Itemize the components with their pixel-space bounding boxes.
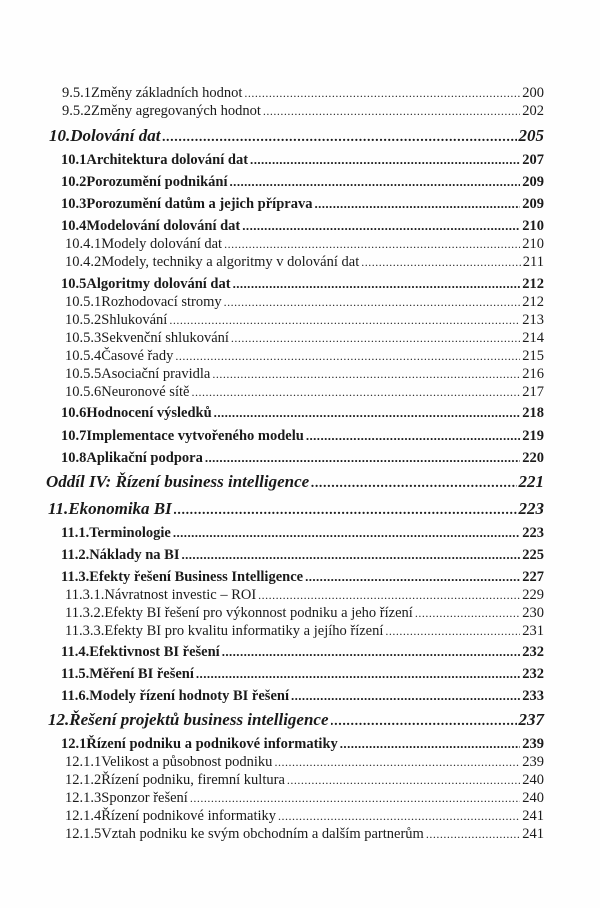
toc-entry-title: Řízení podnikové informatiky — [101, 808, 277, 824]
toc-entry-page: 215 — [522, 348, 544, 364]
dot-leader — [258, 585, 520, 605]
toc-entry-page: 241 — [522, 808, 544, 824]
toc-entry-number: 10.5 — [61, 276, 87, 292]
toc-entry-title: Ekonomika BI — [68, 499, 172, 518]
toc-entry-title: Implementace vytvořeného modelu — [86, 428, 304, 444]
toc-entry-number: 11.3. — [61, 569, 90, 585]
toc-entry — [65, 346, 544, 366]
toc-entry-title: Modely řízení hodnoty BI řešení — [89, 688, 289, 704]
toc-section — [61, 734, 544, 754]
toc-entry-page: 218 — [522, 405, 544, 421]
toc-entry-title: Změny agregovaných hodnot — [91, 103, 261, 119]
dot-leader — [340, 734, 520, 754]
dot-leader — [174, 501, 517, 521]
toc-entry-title: Aplikační podpora — [86, 450, 203, 466]
dot-leader — [306, 426, 520, 446]
dot-leader — [212, 364, 520, 384]
toc-entry-page: 219 — [522, 428, 544, 444]
toc-section — [61, 642, 544, 662]
toc-entry-page: 239 — [522, 736, 544, 752]
dot-leader — [287, 770, 520, 790]
toc-entry-page: 202 — [522, 103, 544, 119]
toc-entry-page: 237 — [518, 710, 544, 729]
toc-section — [61, 194, 544, 214]
toc-entry-title: Oddíl IV: Řízení business intelligence — [46, 472, 310, 491]
toc-entry-title: Shlukování — [101, 312, 168, 328]
toc-entry-page: 214 — [522, 330, 544, 346]
toc-entry-number: 11. — [48, 499, 69, 518]
toc-section — [61, 216, 544, 236]
toc-entry-number: 10.2 — [61, 174, 87, 190]
toc-entry-page: 205 — [518, 126, 544, 145]
toc-entry-title: Porozumění datům a jejich příprava — [86, 196, 313, 212]
toc-entry — [65, 234, 544, 254]
dot-leader — [169, 310, 520, 330]
toc-entry-page: 240 — [522, 772, 544, 788]
dot-leader — [331, 712, 517, 732]
dot-leader — [415, 603, 520, 623]
toc-entry-page: 212 — [522, 294, 544, 310]
toc-entry-number: 11.3.2. — [65, 605, 105, 621]
toc-entry-title: Řízení podniku, firemní kultura — [101, 772, 285, 788]
toc-entry-number: 12.1 — [61, 736, 87, 752]
toc-entry-page: 223 — [518, 499, 544, 518]
dot-leader — [196, 664, 520, 684]
toc-entry-title: Dolování dat — [70, 126, 161, 145]
dot-leader — [233, 274, 521, 294]
toc-entry-page: 210 — [522, 236, 544, 252]
toc-section — [61, 403, 544, 423]
toc-section — [61, 545, 544, 565]
toc-entry-number: 10.4 — [61, 218, 87, 234]
toc-entry-title: Neuronové sítě — [101, 384, 190, 400]
dot-leader — [230, 172, 521, 192]
toc-entry — [65, 824, 544, 844]
toc-section — [61, 523, 544, 543]
toc-entry — [65, 382, 544, 402]
toc-entry-number: 12.1.2 — [65, 772, 102, 788]
dot-leader — [311, 474, 516, 494]
toc-entry-title: Rozhodovací stromy — [101, 294, 222, 310]
toc-entry-number: 10.7 — [61, 428, 87, 444]
toc-entry-title: Modely dolování dat — [101, 236, 223, 252]
dot-leader — [205, 448, 520, 468]
dot-leader — [314, 194, 520, 214]
toc-entry-number: 12. — [48, 710, 70, 729]
dot-leader — [181, 545, 520, 565]
toc-chapter — [49, 126, 544, 146]
toc-entry-title: Velikost a působnost podniku — [101, 754, 273, 770]
toc-entry-number: 11.3.3. — [65, 623, 105, 639]
toc-entry-number: 10.5.2 — [65, 312, 102, 328]
dot-leader — [426, 824, 520, 844]
toc-entry-page: 207 — [522, 152, 544, 168]
dot-leader — [231, 328, 520, 348]
toc-entry-number: 10.5.4 — [65, 348, 102, 364]
toc-entry-title: Vztah podniku ke svým obchodním a dalším partnerům — [101, 826, 424, 842]
toc-entry-page: 227 — [522, 569, 544, 585]
dot-leader — [224, 234, 520, 254]
toc-entry — [65, 621, 544, 641]
toc-entry-number: 12.1.3 — [65, 790, 102, 806]
toc-entry-title: Sekvenční shlukování — [101, 330, 229, 346]
toc-entry-number: 11.1. — [61, 525, 90, 541]
toc-entry — [65, 806, 544, 826]
toc-entry-title: Architektura dolování dat — [86, 152, 249, 168]
toc-entry-title: Časové řady — [101, 348, 174, 364]
toc-entry-title: Terminologie — [89, 525, 171, 541]
toc-entry-title: Efekty BI řešení pro výkonnost podniku a jeho řízení — [104, 605, 413, 621]
toc-entry-title: Náklady na BI — [89, 547, 180, 563]
toc-chapter — [48, 710, 544, 730]
dot-leader — [214, 403, 521, 423]
toc-entry-title: Efekty BI pro kvalitu informatiky a jejího řízení — [104, 623, 384, 639]
dot-leader — [250, 150, 520, 170]
toc-entry — [65, 252, 544, 272]
dot-leader — [162, 128, 516, 148]
toc-entry-number: 11.6. — [61, 688, 90, 704]
toc-entry-number: 11.2. — [61, 547, 90, 563]
toc-entry-title: Modely, techniky a algoritmy v dolování dat — [101, 254, 360, 270]
toc-entry-page: 225 — [522, 547, 544, 563]
toc-entry-number: 11.5. — [61, 666, 90, 682]
toc-section — [61, 567, 544, 587]
toc-entry-title: Návratnost investic – ROI — [104, 587, 257, 603]
toc-part — [46, 472, 544, 492]
dot-leader — [242, 216, 520, 236]
dot-leader — [173, 523, 520, 543]
toc-entry-page: 216 — [522, 366, 544, 382]
toc-entry — [65, 603, 544, 623]
toc-entry-page: 217 — [522, 384, 544, 400]
toc-section — [61, 150, 544, 170]
dot-leader — [305, 567, 520, 587]
dot-leader — [175, 346, 520, 366]
toc-chapter — [48, 499, 544, 519]
toc-entry — [65, 328, 544, 348]
toc-entry-title: Efekty řešení Business Intelligence — [89, 569, 304, 585]
toc-entry-page: 210 — [522, 218, 544, 234]
dot-leader — [278, 806, 520, 826]
toc-entry-page: 212 — [522, 276, 544, 292]
toc-entry — [65, 770, 544, 790]
toc-section — [61, 426, 544, 446]
toc-entry-page: 231 — [522, 623, 544, 639]
toc-entry-number: 10.5.6 — [65, 384, 102, 400]
toc-entry-number: 11.4. — [61, 644, 90, 660]
toc-entry-page: 229 — [522, 587, 544, 603]
toc-entry-number: 10.4.2 — [65, 254, 102, 270]
toc-entry-page: 221 — [518, 472, 544, 491]
toc-entry-page: 211 — [522, 254, 544, 270]
toc-entry-title: Asociační pravidla — [101, 366, 211, 382]
dot-leader — [263, 101, 520, 121]
toc-entry-title: Hodnocení výsledků — [86, 405, 212, 421]
dot-leader — [190, 788, 520, 808]
toc-entry-page: 209 — [522, 174, 544, 190]
toc-entry — [65, 364, 544, 384]
toc-entry-page: 240 — [522, 790, 544, 806]
toc-entry-number: 10. — [49, 126, 71, 145]
toc-entry-page: 213 — [522, 312, 544, 328]
toc-entry — [62, 101, 544, 121]
toc-entry-number: 10.4.1 — [65, 236, 102, 252]
toc-entry — [65, 788, 544, 808]
toc-entry-page: 230 — [522, 605, 544, 621]
toc-entry-title: Změny základních hodnot — [91, 85, 243, 101]
dot-leader — [224, 292, 521, 312]
toc-entry-title: Sponzor řešení — [101, 790, 188, 806]
toc-entry-title: Porozumění podnikání — [86, 174, 228, 190]
toc-entry-number: 10.5.1 — [65, 294, 102, 310]
dot-leader — [191, 382, 520, 402]
toc-entry-page: 232 — [522, 666, 544, 682]
toc-entry-title: Měření BI řešení — [89, 666, 194, 682]
toc-entry-number: 9.5.1 — [62, 85, 91, 101]
toc-section — [61, 448, 544, 468]
toc-entry-page: 209 — [522, 196, 544, 212]
toc-entry — [62, 83, 544, 103]
toc-entry-number: 12.1.4 — [65, 808, 102, 824]
toc-entry-page: 220 — [522, 450, 544, 466]
toc-entry-number: 10.8 — [61, 450, 87, 466]
toc-entry-page: 239 — [522, 754, 544, 770]
toc-entry-title: Algoritmy dolování dat — [86, 276, 231, 292]
toc-entry-number: 10.1 — [61, 152, 87, 168]
dot-leader — [385, 621, 520, 641]
toc-entry — [65, 585, 544, 605]
toc-entry-title: Řešení projektů business intelligence — [69, 710, 329, 729]
toc-entry-number: 11.3.1. — [65, 587, 105, 603]
toc-section — [61, 686, 544, 706]
toc-entry-number: 12.1.5 — [65, 826, 102, 842]
toc-entry-number: 9.5.2 — [62, 103, 91, 119]
toc-entry-number: 12.1.1 — [65, 754, 102, 770]
toc-entry-page: 223 — [522, 525, 544, 541]
toc-section — [61, 172, 544, 192]
dot-leader — [274, 752, 520, 772]
toc-entry-title: Modelování dolování dat — [86, 218, 241, 234]
toc-section — [61, 664, 544, 684]
dot-leader — [291, 686, 520, 706]
toc-entry-page: 241 — [522, 826, 544, 842]
toc-entry — [65, 752, 544, 772]
dot-leader — [361, 252, 521, 272]
toc-entry — [65, 292, 544, 312]
toc-entry-page: 200 — [522, 85, 544, 101]
toc-entry-title: Řízení podniku a podnikové informatiky — [86, 736, 338, 752]
toc-entry-page: 232 — [522, 644, 544, 660]
dot-leader — [244, 83, 520, 103]
dot-leader — [222, 642, 521, 662]
toc-entry-title: Efektivnost BI řešení — [89, 644, 220, 660]
toc-section — [61, 274, 544, 294]
toc-entry-number: 10.3 — [61, 196, 87, 212]
toc-entry — [65, 310, 544, 330]
toc-entry-number: 10.5.5 — [65, 366, 102, 382]
toc-entry-page: 233 — [522, 688, 544, 704]
toc-entry-number: 10.5.3 — [65, 330, 102, 346]
toc-entry-number: 10.6 — [61, 405, 87, 421]
